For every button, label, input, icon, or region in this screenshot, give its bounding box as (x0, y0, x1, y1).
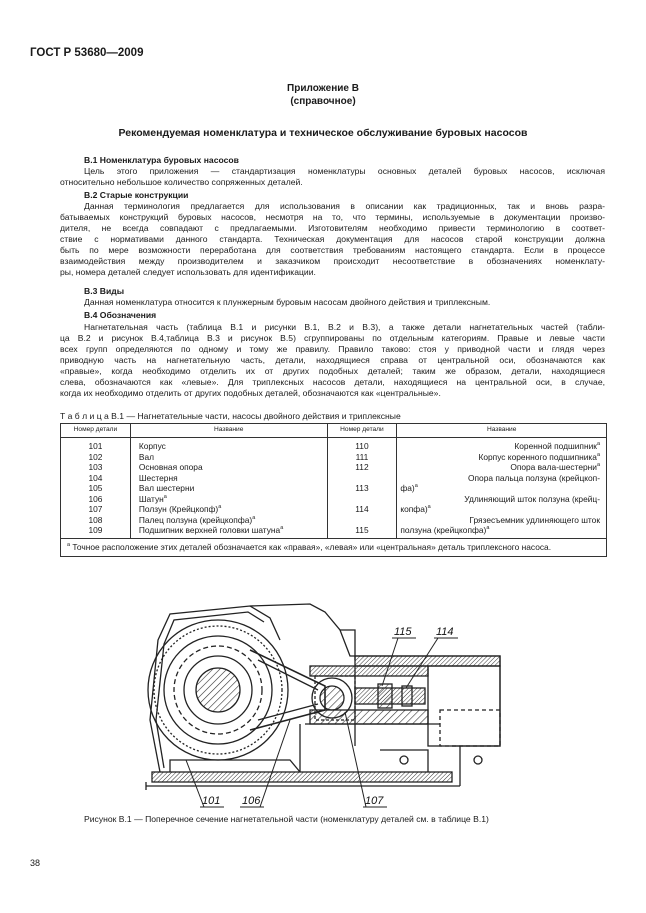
part-number (331, 515, 394, 526)
part-number: 110 (355, 441, 369, 451)
parts-table (60, 423, 607, 557)
footnote-marker: a (596, 451, 600, 458)
footnote-marker: a (596, 441, 600, 447)
text-line: дителя, не всегда совпадают с предлагаемыми. Изготовителям необходимо привести терминологию в соответ- (60, 223, 605, 233)
pump-cross-section-figure (140, 600, 510, 810)
text-line: Нагнетательная часть (таблица В.1 и рисунки В.1, В.2 и В.3), а также детали нагнетательных частей (табли- (84, 322, 605, 332)
text-line: слева, обозначаются как «левые». Для триплексных насосов детали, находящиеся на центральной оси, в случае, (60, 377, 605, 387)
table-body-row (61, 438, 607, 539)
callout-label: 115 (394, 626, 412, 638)
table-note-row (61, 538, 607, 557)
page-title: Рекомендуемая номенклатура и техническое обслуживание буровых насосов (118, 127, 528, 139)
footnote-marker: а (67, 541, 71, 548)
text-line: относительно небольшое количество сопряженных деталей. (60, 177, 303, 187)
footnote-marker: a (427, 504, 431, 510)
part-name: Корпус (138, 441, 166, 451)
part-name: Шестерня (138, 472, 178, 483)
column-header: Название (130, 424, 327, 438)
part-number: 101 (88, 441, 103, 451)
section-b4-heading: В.4 Обозначения (84, 310, 157, 320)
left-numbers-cell (61, 438, 131, 539)
section-b1-heading: В.1 Номенклатура буровых насосов (84, 155, 239, 165)
part-name: Корпус коренного подшипника$^a$ (478, 451, 600, 462)
part-name: фа)$^a$ (400, 483, 418, 493)
part-number (331, 473, 394, 484)
document-header: ГОСТ Р 53680—2009 (30, 47, 144, 59)
right-names-cell (397, 438, 607, 539)
footnote-marker: a (252, 514, 256, 521)
footnote-marker: a (163, 493, 167, 500)
column-header: Название (397, 424, 607, 438)
part-name: Основная опора (138, 462, 203, 472)
text-line: всех групп определяются по одному и тому же правилу. Правило таково: стоя у приводной части и глядя через (60, 344, 605, 354)
section-b3-heading: В.3 Виды (84, 286, 125, 296)
column-header: Номер детали (327, 424, 397, 438)
part-name: Палец ползуна (крейцкопфа)$^a$ (138, 514, 256, 525)
part-name: Опора вала-шестерни$^a$ (510, 462, 600, 472)
part-number: 109 (88, 525, 103, 535)
part-name: копфа)$^a$ (400, 504, 431, 514)
callout-label: 101 (202, 795, 221, 807)
table-header-row (61, 424, 607, 438)
text-line: Цель этого приложения — стандартизация номенклатуры основных деталей буровых насосов, исключая (84, 166, 605, 176)
part-name: Шатун$^a$ (138, 493, 167, 504)
part-number: 104 (88, 472, 103, 483)
section-b4-text (60, 322, 605, 399)
part-number: 115 (355, 525, 369, 535)
footnote-marker: a (486, 525, 490, 531)
part-number: 106 (88, 493, 103, 504)
footnote-marker: a (414, 483, 418, 489)
figure-caption: Рисунок В.1 — Поперечное сечение нагнетательной части (номенклатуру деталей см. в таблице В.1) (84, 814, 489, 824)
text-line: Данная номенклатура относится к плунжерным буровым насосам двойного действия и триплексным. (84, 297, 491, 307)
text-line: когда их необходимо отделить от других подобных деталей, обозначаются как «центральные». (60, 388, 441, 398)
part-number: 108 (88, 514, 103, 525)
part-number: 113 (355, 483, 369, 493)
text-line: ры, номера деталей следует использовать для идентификации. (60, 267, 316, 277)
text-line: ствие с нормативами данного стандарта. Техническая документация для насосов старой конструкции должна (60, 234, 605, 244)
table-footnote: $^а$ Точное расположение этих деталей обозначается как «правая», «левая» или «центральная» деталь триплексного насоса. (61, 538, 607, 557)
part-name: Опора пальца ползуна (крейцкоп- (468, 472, 600, 483)
text-line: приводную часть на нагнетательную часть, детали, находящиеся справа от центральной оси, обозначаются как (60, 355, 605, 365)
callout-label: 106 (242, 795, 261, 807)
left-names-cell (130, 438, 327, 539)
table-caption: Т а б л и ц а В.1 — Нагнетательные части, насосы двойного действия и триплексные (60, 411, 401, 421)
part-name: Вал (138, 451, 154, 462)
footnote-marker: a (596, 462, 600, 468)
part-number: 107 (88, 504, 103, 514)
part-number: 102 (88, 451, 103, 462)
callout-label: 107 (365, 795, 384, 807)
page-number: 38 (30, 858, 41, 868)
section-b2-heading: В.2 Старые конструкции (84, 190, 189, 200)
text-line: Данная терминология предлагается для использования в описании как традиционных, так и вновь разра- (84, 201, 605, 211)
part-number: 105 (88, 483, 103, 493)
section-b1-text (60, 166, 605, 188)
appendix-label: Приложение В (287, 83, 359, 94)
part-number: 112 (355, 462, 369, 472)
part-name: Ползун (Крейцкопф)$^a$ (138, 504, 222, 514)
column-header: Номер детали (61, 424, 131, 438)
footnote-marker: a (218, 504, 222, 510)
callout-label: 114 (436, 626, 454, 638)
part-name: Удлиняющий шток ползуна (крейц- (464, 493, 600, 504)
section-b3-text (60, 297, 605, 308)
appendix-heading (30, 82, 616, 108)
text-line: быть по мере возможности переработана для соответствия требованиям настоящего стандарта. Если в процессе (60, 245, 605, 255)
text-line: ца В.2 и рисунок В.4,таблица В.3 и рисунок В.5) сгруппированы по отдельным категориям. Правые и левые части (60, 333, 605, 343)
appendix-status: (справочное) (290, 96, 356, 107)
part-number: 111 (355, 451, 369, 462)
right-numbers-cell (327, 438, 397, 539)
text-line: взаимодействия между производителем и заказчиком происходит несоответствие в обозначениях номенклату- (60, 256, 605, 266)
part-number: 103 (88, 462, 103, 472)
part-name: Коренной подшипник$^a$ (514, 441, 600, 451)
text-line: «правые», когда необходимо отделить их от других подобных деталей; таким же образом, детали, находящиеся (60, 366, 605, 376)
part-name: Подшипник верхней головки шатуна$^a$ (138, 525, 284, 535)
part-number (331, 494, 394, 505)
part-name: ползуна (крейцкопфа)$^a$ (400, 525, 490, 535)
section-b2-text (60, 201, 605, 278)
part-name: Вал шестерни (138, 483, 195, 493)
part-number: 114 (355, 504, 369, 514)
part-name: Грязесъемник удлиняющего шток (469, 514, 600, 525)
text-line: батываемых конструкций буровых насосов, несмотря на то, что термины, используемые в документации произво- (60, 212, 605, 222)
footnote-marker: a (280, 525, 284, 531)
